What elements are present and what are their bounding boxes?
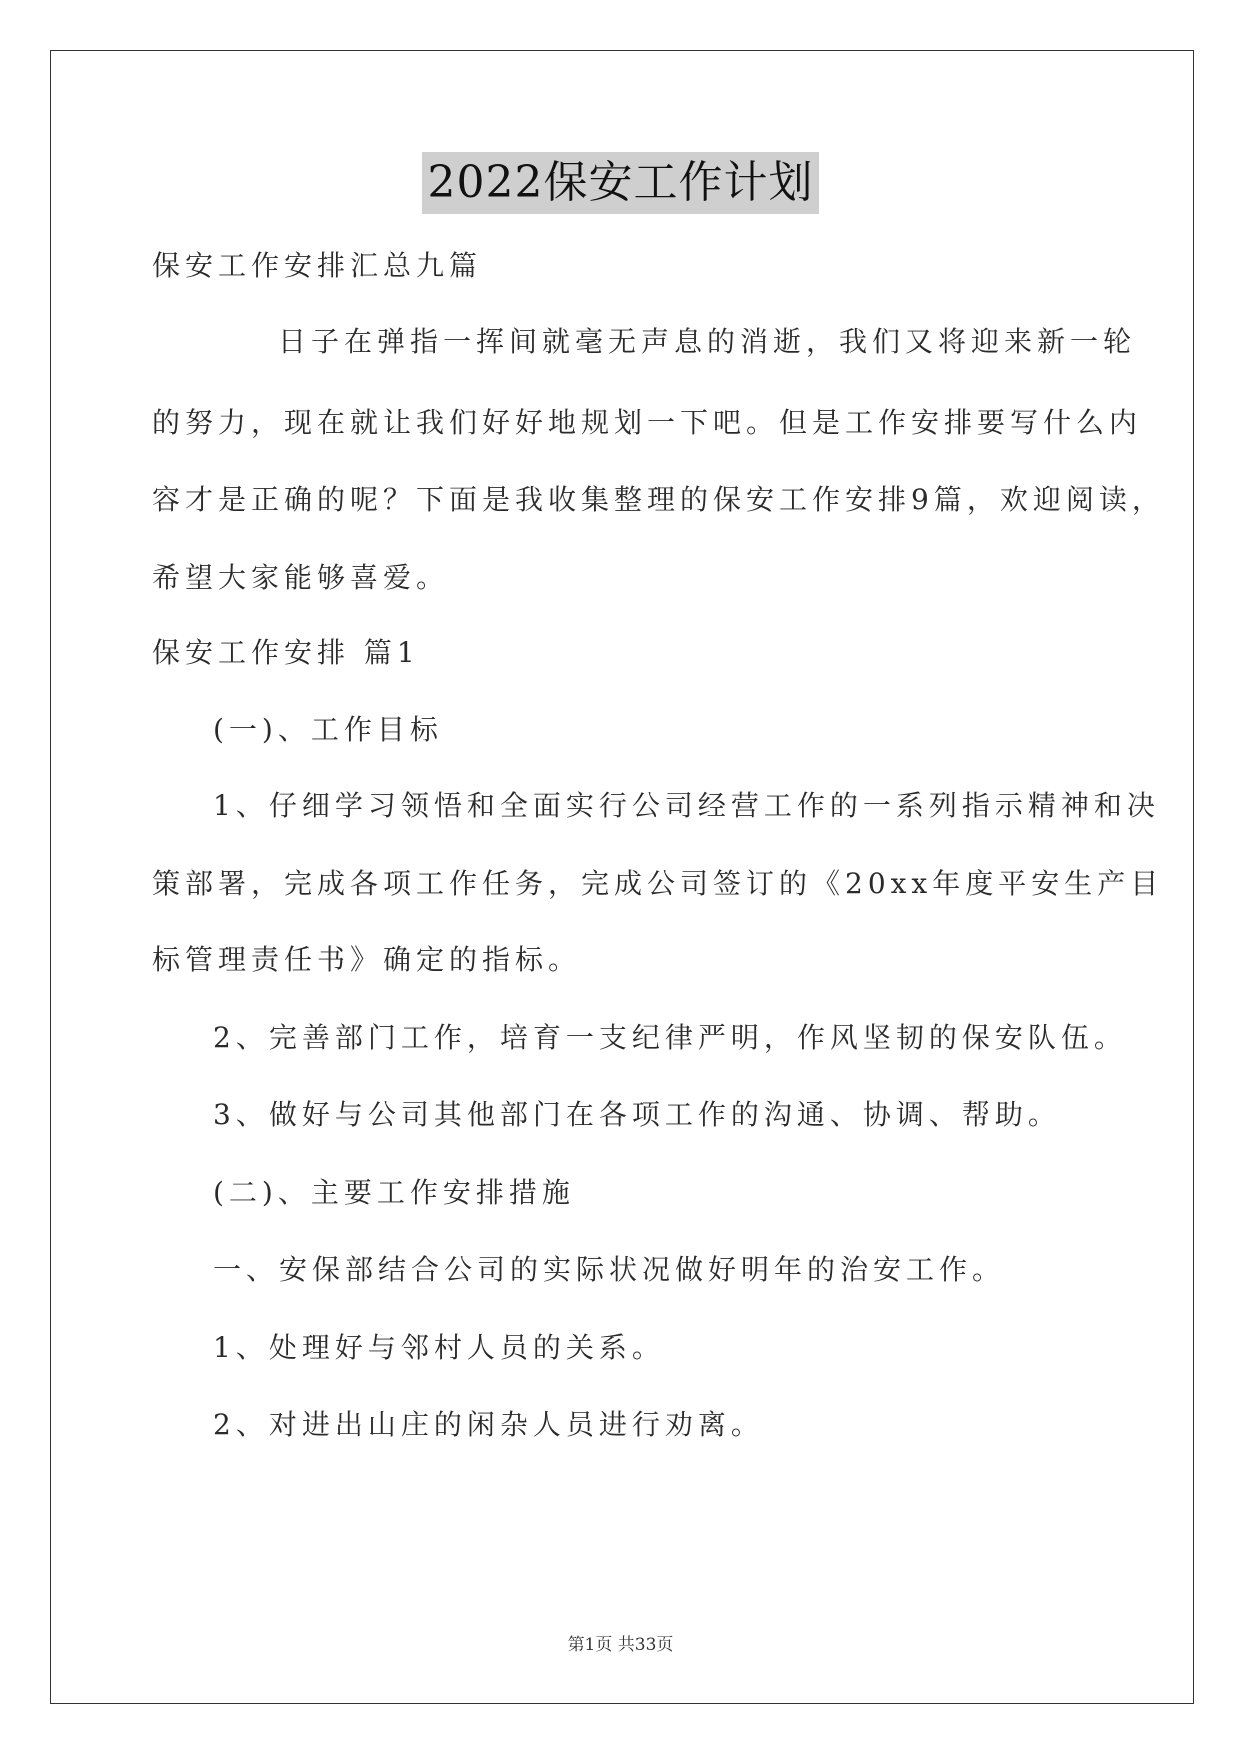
section-heading: 保安工作安排汇总九篇 — [152, 249, 483, 282]
paragraph-line: 1、仔细学习领悟和全面实行公司经营工作的一系列指示精神和决 — [213, 789, 1160, 822]
subsection-heading: (一)、工作目标 — [213, 713, 443, 746]
paragraph-line: 2、对进出山庄的闲杂人员进行劝离。 — [213, 1408, 764, 1441]
page-footer: 第1页 共33页 — [567, 1635, 674, 1655]
subsection-heading: (二)、主要工作安排措施 — [213, 1176, 575, 1209]
section-heading: 保安工作安排 篇1 — [152, 636, 420, 669]
paragraph-line: 日子在弹指一挥间就毫无声息的消逝，我们又将迎来新一轮 — [278, 325, 1137, 358]
paragraph-line: 2、完善部门工作，培育一支纪律严明，作风坚韧的保安队伍。 — [213, 1021, 1127, 1054]
paragraph-line: 3、做好与公司其他部门在各项工作的沟通、协调、帮助。 — [213, 1098, 1061, 1131]
paragraph-line: 希望大家能够喜爱。 — [152, 561, 450, 594]
paragraph-line: 1、处理好与邻村人员的关系。 — [213, 1331, 665, 1364]
paragraph-line: 标管理责任书》确定的指标。 — [152, 943, 582, 976]
title-container — [0, 152, 1241, 214]
paragraph-line: 一、安保部结合公司的实际状况做好明年的治安工作。 — [213, 1253, 1006, 1286]
paragraph-line: 的努力，现在就让我们好好地规划一下吧。但是工作安排要写什么内 — [152, 406, 1143, 439]
document-title: 2022保安工作计划 — [422, 152, 820, 214]
paragraph-line: 容才是正确的呢？下面是我收集整理的保安工作安排9篇，欢迎阅读， — [152, 483, 1165, 516]
paragraph-line: 策部署，完成各项工作任务，完成公司签订的《20xx年度平安生产目 — [152, 867, 1164, 900]
